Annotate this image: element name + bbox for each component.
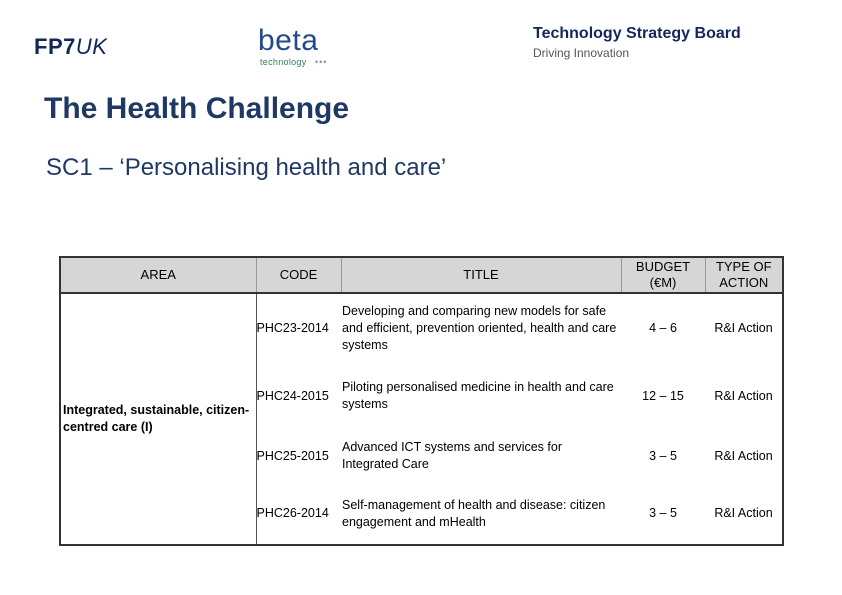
table-header-row [60,257,783,293]
title-cell: Piloting personalised medicine in health and care systems [342,380,614,411]
tsb-logo-tagline: Driving Innovation [533,46,630,60]
beta-logo-word: beta [258,24,319,57]
table-row [60,293,783,363]
page-subtitle: SC1 – ‘Personalising health and care’ [46,154,447,181]
area-cell: Integrated, sustainable, citizen-centred care (I) [60,293,256,545]
code-cell: PHC25-2015 [256,448,329,463]
uk-logo-text: UK [75,34,108,59]
header-title: TITLE [341,257,621,293]
beta-logo-subtitle: technology [260,57,307,67]
header-type: TYPE OF ACTION [705,257,783,293]
fp7-logo-text: FP7 [34,34,76,59]
fp7uk-logo [34,34,107,60]
title-cell: Advanced ICT systems and services for Integrated Care [342,440,562,471]
budget-cell: 12 – 15 [642,388,684,403]
code-cell: PHC24-2015 [256,388,329,403]
type-cell: R&I Action [714,448,773,463]
beta-logo-dots: ••• [315,57,328,67]
budget-cell: 3 – 5 [649,506,677,520]
budget-cell: 4 – 6 [649,321,677,335]
header-budget: BUDGET (€M) [621,257,705,293]
code-cell: PHC23-2014 [256,321,329,335]
header-area: AREA [60,257,256,293]
page-title: The Health Challenge [44,92,350,125]
beta-technology-logo [258,24,358,70]
title-cell: Self-management of health and disease: citizen engagement and mHealth [342,497,606,529]
type-cell: R&I Action [714,388,773,403]
code-cell: PHC26-2014 [256,506,329,520]
tsb-logo-title: Technology Strategy Board [533,25,741,42]
type-cell: R&I Action [714,506,773,520]
type-cell: R&I Action [714,321,773,335]
topics-table [59,256,784,546]
header-code: CODE [256,257,341,293]
title-cell: Developing and comparing new models for safe and efficient, prevention oriented, health and care systems [342,304,617,352]
budget-cell: 3 – 5 [649,448,677,463]
